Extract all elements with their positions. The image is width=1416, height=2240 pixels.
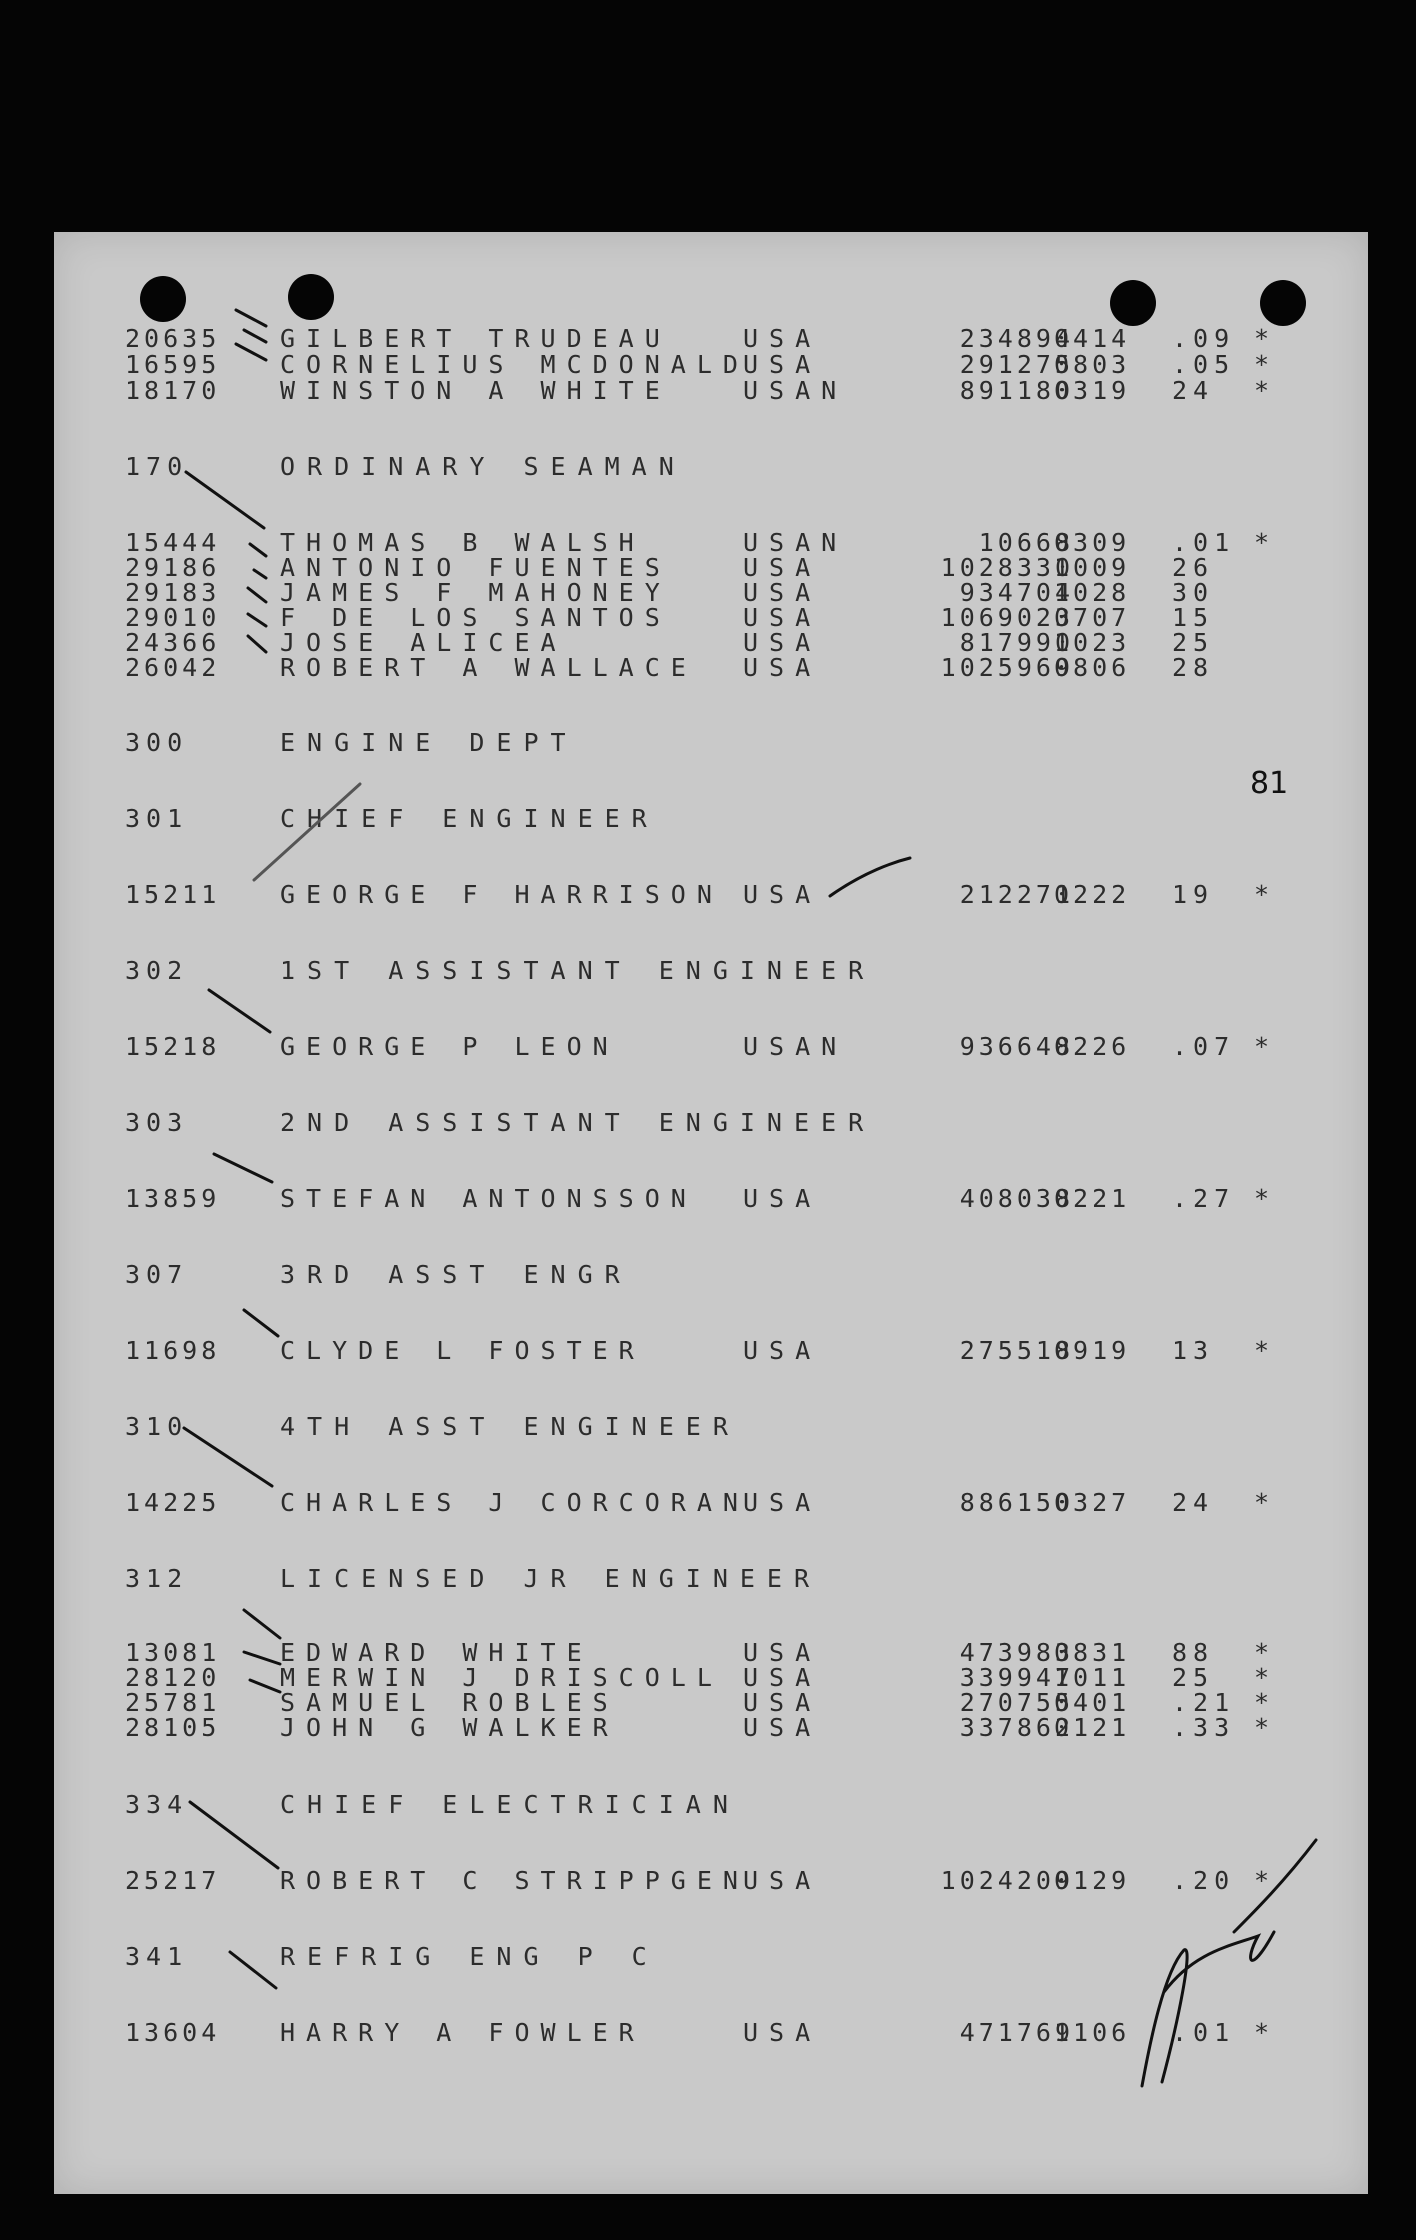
- punch-hole: [1110, 280, 1156, 326]
- crew-date: 1106: [1054, 2018, 1131, 2047]
- section-heading: [54, 804, 1368, 834]
- crew-id: 29186: [125, 553, 221, 582]
- crew-number: 275518: [959, 1336, 1074, 1365]
- crew-nationality: USAN: [743, 528, 848, 557]
- crew-id: 18170: [125, 376, 221, 405]
- crew-date: 0221: [1054, 1184, 1131, 1213]
- crew-number: 936648: [959, 1032, 1074, 1061]
- crew-mark: *: [1254, 1032, 1270, 1061]
- crew-number: 408038: [959, 1184, 1074, 1213]
- crew-id: 28105: [125, 1713, 221, 1742]
- crew-name: JAMES F MAHONEY: [280, 578, 671, 607]
- crew-name: EDWARD WHITE: [280, 1638, 593, 1667]
- crew-date: 0401: [1054, 1688, 1131, 1717]
- crew-mark: *: [1254, 1638, 1270, 1667]
- crew-id: 15218: [125, 1032, 221, 1061]
- crew-age: .27: [1172, 1184, 1236, 1213]
- section-code: 300: [125, 728, 189, 757]
- crew-mark: *: [1254, 1184, 1270, 1213]
- crew-name: ROBERT C STRIPPGEN: [280, 1866, 749, 1895]
- check-mark: [209, 990, 270, 1032]
- crew-date: 1028: [1054, 578, 1131, 607]
- crew-number: 1025969: [940, 653, 1074, 682]
- crew-age: 26: [1172, 553, 1215, 582]
- section-code: 334: [125, 1790, 189, 1819]
- crew-row: [54, 2018, 1368, 2048]
- crew-nationality: USA: [743, 880, 822, 909]
- section-code: 312: [125, 1564, 189, 1593]
- crew-row: [54, 1713, 1368, 1743]
- crew-nationality: USA: [743, 1713, 822, 1742]
- crew-name: GEORGE F HARRISON: [280, 880, 723, 909]
- punch-hole: [288, 274, 334, 320]
- section-title: 1ST ASSISTANT ENGINEER: [280, 956, 876, 985]
- section-heading: [54, 956, 1368, 986]
- crew-date: 0121: [1054, 1713, 1131, 1742]
- crew-mark: *: [1254, 350, 1270, 379]
- crew-nationality: USA: [743, 1184, 822, 1213]
- crew-date: 0707: [1054, 603, 1131, 632]
- crew-id: 13604: [125, 2018, 221, 2047]
- crew-age: 30: [1172, 578, 1215, 607]
- section-title: REFRIG ENG P C: [280, 1942, 659, 1971]
- crew-nationality: USA: [743, 578, 822, 607]
- crew-number: 270755: [959, 1688, 1074, 1717]
- crew-name: STEFAN ANTONSSON: [280, 1184, 697, 1213]
- crew-age: 25: [1172, 1663, 1215, 1692]
- crew-date: 0309: [1054, 528, 1131, 557]
- crew-nationality: USA: [743, 1488, 822, 1517]
- crew-number: 212271: [959, 880, 1074, 909]
- check-mark: [244, 1310, 278, 1336]
- crew-row: [54, 1488, 1368, 1518]
- crew-row: [54, 880, 1368, 910]
- crew-name: JOHN G WALKER: [280, 1713, 619, 1742]
- crew-date: 0327: [1054, 1488, 1131, 1517]
- crew-date: 0129: [1054, 1866, 1131, 1895]
- section-title: LICENSED JR ENGINEER: [280, 1564, 822, 1593]
- crew-id: 13081: [125, 1638, 221, 1667]
- check-mark: [244, 1610, 280, 1638]
- crew-nationality: USA: [743, 653, 822, 682]
- crew-age: 25: [1172, 628, 1215, 657]
- crew-number: 339947: [959, 1663, 1074, 1692]
- crew-name: ANTONIO FUENTES: [280, 553, 671, 582]
- crew-id: 25217: [125, 1866, 221, 1895]
- crew-number: 891180: [959, 376, 1074, 405]
- crew-mark: *: [1254, 1488, 1270, 1517]
- crew-age: 28: [1172, 653, 1215, 682]
- crew-row: [54, 1866, 1368, 1896]
- manifest-page: [54, 232, 1368, 2194]
- section-heading: [54, 1108, 1368, 1138]
- crew-nationality: USA: [743, 1688, 822, 1717]
- section-title: 3RD ASST ENGR: [280, 1260, 632, 1289]
- check-mark: [214, 1154, 272, 1182]
- crew-id: 16595: [125, 350, 221, 379]
- crew-name: GILBERT TRUDEAU: [280, 324, 671, 353]
- section-heading: [54, 1412, 1368, 1442]
- page-number: 81: [1250, 766, 1289, 801]
- crew-date: 0414: [1054, 324, 1131, 353]
- section-title: CHIEF ELECTRICIAN: [280, 1790, 740, 1819]
- crew-date: 0222: [1054, 880, 1131, 909]
- crew-number: 234894: [959, 324, 1074, 353]
- section-heading: [54, 1260, 1368, 1290]
- crew-age: .05: [1172, 350, 1236, 379]
- crew-name: F DE LOS SANTOS: [280, 603, 671, 632]
- crew-number: 1069023: [940, 603, 1074, 632]
- crew-row: [54, 1032, 1368, 1062]
- crew-name: SAMUEL ROBLES: [280, 1688, 619, 1717]
- crew-mark: *: [1254, 1336, 1270, 1365]
- punch-hole: [140, 276, 186, 322]
- crew-name: CLYDE L FOSTER: [280, 1336, 645, 1365]
- crew-date: 0806: [1054, 653, 1131, 682]
- crew-date: 0319: [1054, 376, 1131, 405]
- crew-mark: *: [1254, 1866, 1270, 1895]
- section-code: 302: [125, 956, 189, 985]
- crew-id: 13859: [125, 1184, 221, 1213]
- section-code: 307: [125, 1260, 189, 1289]
- crew-age: .01: [1172, 528, 1236, 557]
- section-code: 170: [125, 452, 189, 481]
- section-code: 341: [125, 1942, 189, 1971]
- crew-id: 25781: [125, 1688, 221, 1717]
- crew-age: .09: [1172, 324, 1236, 353]
- crew-age: .01: [1172, 2018, 1236, 2047]
- section-title: ENGINE DEPT: [280, 728, 578, 757]
- crew-age: 88: [1172, 1638, 1215, 1667]
- crew-nationality: USA: [743, 1638, 822, 1667]
- crew-date: 0803: [1054, 350, 1131, 379]
- crew-nationality: USA: [743, 628, 822, 657]
- crew-number: 473983: [959, 1638, 1074, 1667]
- punch-hole: [1260, 280, 1306, 326]
- crew-name: ROBERT A WALLACE: [280, 653, 697, 682]
- crew-id: 11698: [125, 1336, 221, 1365]
- section-code: 310: [125, 1412, 189, 1441]
- crew-age: 19: [1172, 880, 1215, 909]
- crew-id: 29183: [125, 578, 221, 607]
- crew-number: 471769: [959, 2018, 1074, 2047]
- crew-mark: *: [1254, 2018, 1270, 2047]
- crew-nationality: USA: [743, 1663, 822, 1692]
- crew-name: HARRY A FOWLER: [280, 2018, 645, 2047]
- crew-mark: *: [1254, 1663, 1270, 1692]
- crew-name: MERWIN J DRISCOLL: [280, 1663, 723, 1692]
- crew-number: 817990: [959, 628, 1074, 657]
- section-heading: [54, 728, 1368, 758]
- crew-name: CHARLES J CORCORAN: [280, 1488, 749, 1517]
- section-code: 303: [125, 1108, 189, 1137]
- crew-date: 0831: [1054, 1638, 1131, 1667]
- crew-age: .21: [1172, 1688, 1236, 1717]
- crew-mark: *: [1254, 324, 1270, 353]
- crew-name: GEORGE P LEON: [280, 1032, 619, 1061]
- crew-age: .20: [1172, 1866, 1236, 1895]
- crew-date: 1023: [1054, 628, 1131, 657]
- crew-mark: *: [1254, 1713, 1270, 1742]
- crew-age: 24: [1172, 1488, 1215, 1517]
- section-title: 4TH ASST ENGINEER: [280, 1412, 740, 1441]
- crew-date: 1009: [1054, 553, 1131, 582]
- crew-row: [54, 376, 1368, 406]
- crew-row: [54, 1336, 1368, 1366]
- crew-age: 15: [1172, 603, 1215, 632]
- crew-number: 1028330: [940, 553, 1074, 582]
- crew-nationality: USA: [743, 350, 822, 379]
- section-heading: [54, 452, 1368, 482]
- crew-number: 291275: [959, 350, 1074, 379]
- crew-nationality: USAN: [743, 1032, 848, 1061]
- crew-number: 886150: [959, 1488, 1074, 1517]
- crew-age: 24: [1172, 376, 1215, 405]
- crew-name: WINSTON A WHITE: [280, 376, 671, 405]
- crew-id: 15444: [125, 528, 221, 557]
- crew-id: 28120: [125, 1663, 221, 1692]
- crew-id: 29010: [125, 603, 221, 632]
- section-heading: [54, 1790, 1368, 1820]
- crew-number: 1024209: [940, 1866, 1074, 1895]
- crew-number: 337862: [959, 1713, 1074, 1742]
- crew-nationality: USA: [743, 603, 822, 632]
- section-title: ORDINARY SEAMAN: [280, 452, 686, 481]
- crew-nationality: USA: [743, 1866, 822, 1895]
- crew-id: 15211: [125, 880, 221, 909]
- crew-row: [54, 653, 1368, 683]
- crew-age: .07: [1172, 1032, 1236, 1061]
- crew-nationality: USAN: [743, 376, 848, 405]
- crew-name: JOSE ALICEA: [280, 628, 567, 657]
- crew-id: 26042: [125, 653, 221, 682]
- crew-date: 1011: [1054, 1663, 1131, 1692]
- crew-nationality: USA: [743, 324, 822, 353]
- crew-mark: *: [1254, 376, 1270, 405]
- section-code: 301: [125, 804, 189, 833]
- crew-age: 13: [1172, 1336, 1215, 1365]
- crew-nationality: USA: [743, 1336, 822, 1365]
- crew-mark: *: [1254, 528, 1270, 557]
- crew-row: [54, 1184, 1368, 1214]
- crew-name: THOMAS B WALSH: [280, 528, 645, 557]
- crew-date: 0226: [1054, 1032, 1131, 1061]
- crew-date: 0919: [1054, 1336, 1131, 1365]
- crew-number: 934704: [959, 578, 1074, 607]
- crew-nationality: USA: [743, 2018, 822, 2047]
- section-heading: [54, 1564, 1368, 1594]
- crew-id: 24366: [125, 628, 221, 657]
- crew-mark: *: [1254, 880, 1270, 909]
- crew-number: 10668: [978, 528, 1074, 557]
- crew-mark: *: [1254, 1688, 1270, 1717]
- crew-age: .33: [1172, 1713, 1236, 1742]
- crew-name: CORNELIUS MCDONALD: [280, 350, 749, 379]
- section-title: 2ND ASSISTANT ENGINEER: [280, 1108, 876, 1137]
- crew-id: 20635: [125, 324, 221, 353]
- crew-id: 14225: [125, 1488, 221, 1517]
- section-title: CHIEF ENGINEER: [280, 804, 659, 833]
- crew-nationality: USA: [743, 553, 822, 582]
- section-heading: [54, 1942, 1368, 1972]
